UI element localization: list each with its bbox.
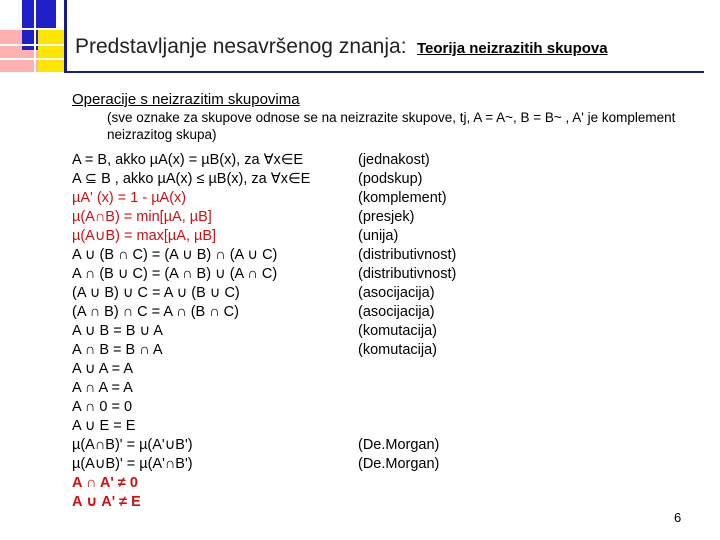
- formula: A ∩ (B ∪ C) = (A ∩ B) ∪ (A ∩ C): [72, 266, 278, 282]
- formula: µ(A∩B) = min[µA, µB]: [72, 209, 212, 225]
- formula: (A ∩ B) ∩ C = A ∩ (B ∩ C): [72, 304, 239, 320]
- formula: A ∩ 0 = 0: [72, 399, 133, 415]
- slide-title-main: Predstavljanje nesavršenog znanja:: [75, 35, 407, 58]
- comment: (De.Morgan): [358, 437, 440, 453]
- slide-title: [75, 35, 608, 59]
- formula: µ(A∩B)' = µ(A'∪B'): [72, 437, 193, 453]
- comment: (komutacija): [358, 323, 437, 339]
- comment: (jednakost): [358, 152, 430, 168]
- title-vertical-rule: [64, 0, 67, 72]
- slide-title-sub: Teorija neizrazitih skupova: [417, 40, 608, 57]
- corner-decoration-grid: [34, 0, 36, 72]
- comment: (distributivnost): [358, 247, 457, 263]
- page-number: 6: [674, 510, 682, 525]
- comment: (asocijacija): [358, 285, 435, 301]
- formula: A ∪ A = A: [72, 361, 134, 377]
- section-heading: Operacije s neizrazitim skupovima: [72, 91, 300, 108]
- formula: A ∩ A = A: [72, 380, 133, 396]
- comment: (podskup): [358, 171, 423, 187]
- title-horizontal-rule: [64, 71, 704, 73]
- comment: (unija): [358, 228, 399, 244]
- formula: A ∪ B = B ∪ A: [72, 323, 163, 339]
- formula: µ(A∪B)' = µ(A'∩B'): [72, 456, 193, 472]
- formula: µ(A∪B) = max[µA, µB]: [72, 228, 217, 244]
- formula: µA' (x) = 1 - µA(x): [72, 190, 187, 206]
- formula: A ∪ (B ∩ C) = (A ∪ B) ∩ (A ∪ C): [72, 247, 278, 263]
- notation-note: (sve oznake za skupove odnose se na neizrazite skupove, tj, A = A~, B = B~ , A' je komplement neizrazitog skupa): [107, 110, 676, 142]
- formula: A ∪ A' ≠ E: [72, 494, 141, 510]
- formula: A = B, akko µA(x) = µB(x), za ∀x∈E: [72, 152, 304, 168]
- comment: (komplement): [358, 190, 447, 206]
- comment: (komutacija): [358, 342, 437, 358]
- formula: A ⊆ B , akko µA(x) ≤ µB(x), za ∀x∈E: [72, 171, 311, 187]
- formula: A ∩ B = B ∩ A: [72, 342, 163, 358]
- comment: (De.Morgan): [358, 456, 440, 472]
- formula: A ∪ E = E: [72, 418, 136, 434]
- comment: (presjek): [358, 209, 415, 225]
- comment: (distributivnost): [358, 266, 457, 282]
- formula: (A ∪ B) ∪ C = A ∪ (B ∪ C): [72, 285, 240, 301]
- formula: A ∩ A' ≠ 0: [72, 475, 138, 491]
- comment: (asocijacija): [358, 304, 435, 320]
- corner-decoration-yellow: [38, 30, 66, 72]
